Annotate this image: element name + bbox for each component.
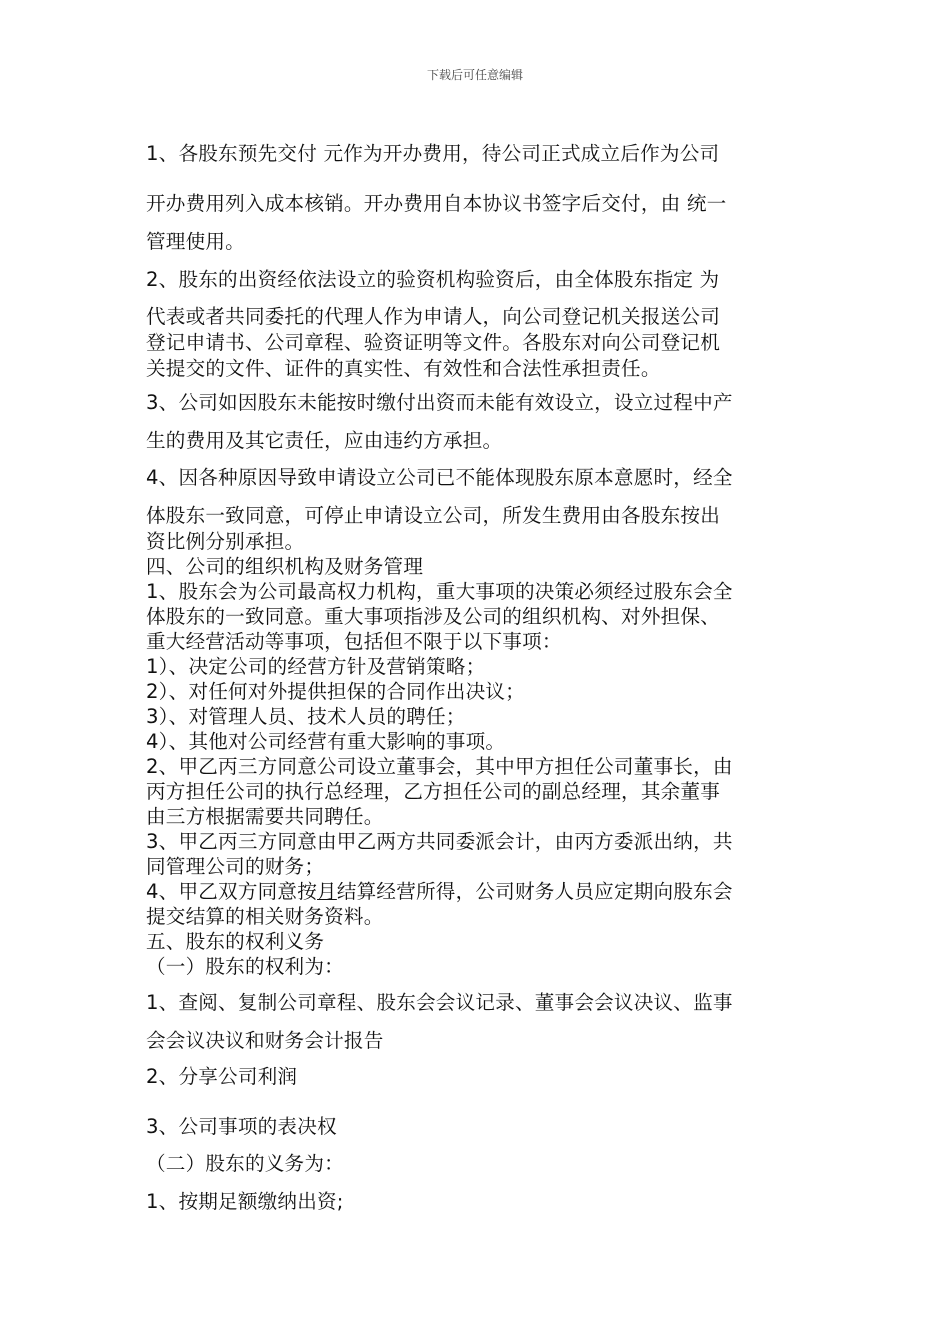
paragraph-line: 体股东一致同意，可停止申请设立公司，所发生费用由各股东按出	[146, 504, 721, 527]
list-item: 3）、对管理人员、技术人员的聘任；	[146, 705, 466, 728]
list-item: 2）、对任何对外提供担保的合同作出决议；	[146, 680, 525, 703]
list-item: 2、分享公司利润	[146, 1065, 298, 1088]
subsection-heading: （二）股东的义务为：	[146, 1152, 344, 1175]
paragraph-line: 登记申请书、公司章程、验资证明等文件。各股东对向公司登记机	[146, 331, 721, 354]
text-segment: 4、甲乙双方同意按	[146, 880, 318, 903]
section-heading: 五、股东的权利义务	[146, 930, 325, 953]
paragraph-line: 开办费用列入成本核销。开办费用自本协议书签字后交付，由 统一	[146, 192, 727, 215]
list-item: 会会议决议和财务会计报告	[146, 1029, 384, 1052]
paragraph-line: 3、公司如因股东未能按时缴付出资而未能有效设立，设立过程中产	[146, 391, 733, 414]
paragraph-line: 由三方根据需要共同聘任。	[146, 805, 384, 828]
paragraph-line: 2、股东的出资经依法设立的验资机构验资后，由全体股东指定 为	[146, 268, 720, 291]
section-heading: 四、公司的组织机构及财务管理	[146, 555, 424, 578]
paragraph-line: 代表或者共同委托的代理人作为申请人，向公司登记机关报送公司	[146, 305, 721, 328]
paragraph-line: 4、因各种原因导致申请设立公司已不能体现股东原本意愿时，经全	[146, 466, 733, 489]
paragraph-line: 提交结算的相关财务资料。	[146, 905, 384, 928]
paragraph-line: 丙方担任公司的执行总经理，乙方担任公司的副总经理，其余董事	[146, 780, 721, 803]
paragraph-line: 1、各股东预先交付 元作为开办费用，待公司正式成立后作为公司	[146, 142, 720, 165]
paragraph-line: 3、甲乙丙三方同意由甲乙两方共同委派会计，由丙方委派出纳，共	[146, 830, 733, 853]
paragraph-line: 重大经营活动等事项，包括但不限于以下事项：	[146, 630, 562, 653]
underlined-text: 月	[317, 880, 337, 903]
list-item: 1）、决定公司的经营方针及营销策略；	[146, 655, 486, 678]
paragraph-line: 2、甲乙丙三方同意公司设立董事会，其中甲方担任公司董事长，由	[146, 755, 733, 778]
paragraph-line: 生的费用及其它责任，应由违约方承担。	[146, 429, 503, 452]
paragraph-line: 1、股东会为公司最高权力机构，重大事项的决策必须经过股东会全	[146, 580, 733, 603]
list-item: 3、公司事项的表决权	[146, 1115, 337, 1138]
paragraph-line: 管理使用。	[146, 230, 245, 253]
text-segment: 结算经营所得，公司财务人员应定期向股东会	[336, 880, 733, 903]
list-item: 1、查阅、复制公司章程、股东会会议记录、董事会会议决议、监事	[146, 991, 733, 1014]
paragraph-line: 资比例分别承担。	[146, 530, 305, 553]
paragraph-line: 关提交的文件、证件的真实性、有效性和合法性承担责任。	[146, 357, 661, 380]
page-header: 下载后可任意编辑	[426, 68, 523, 82]
paragraph-line: 体股东的一致同意。重大事项指涉及公司的组织机构、对外担保、	[146, 605, 721, 628]
paragraph-line: 同管理公司的财务；	[146, 855, 325, 878]
list-item: 4）、其他对公司经营有重大影响的事项。	[146, 730, 506, 753]
list-item: 1、按期足额缴纳出资;	[146, 1190, 344, 1213]
subsection-heading: （一）股东的权利为：	[146, 955, 344, 978]
